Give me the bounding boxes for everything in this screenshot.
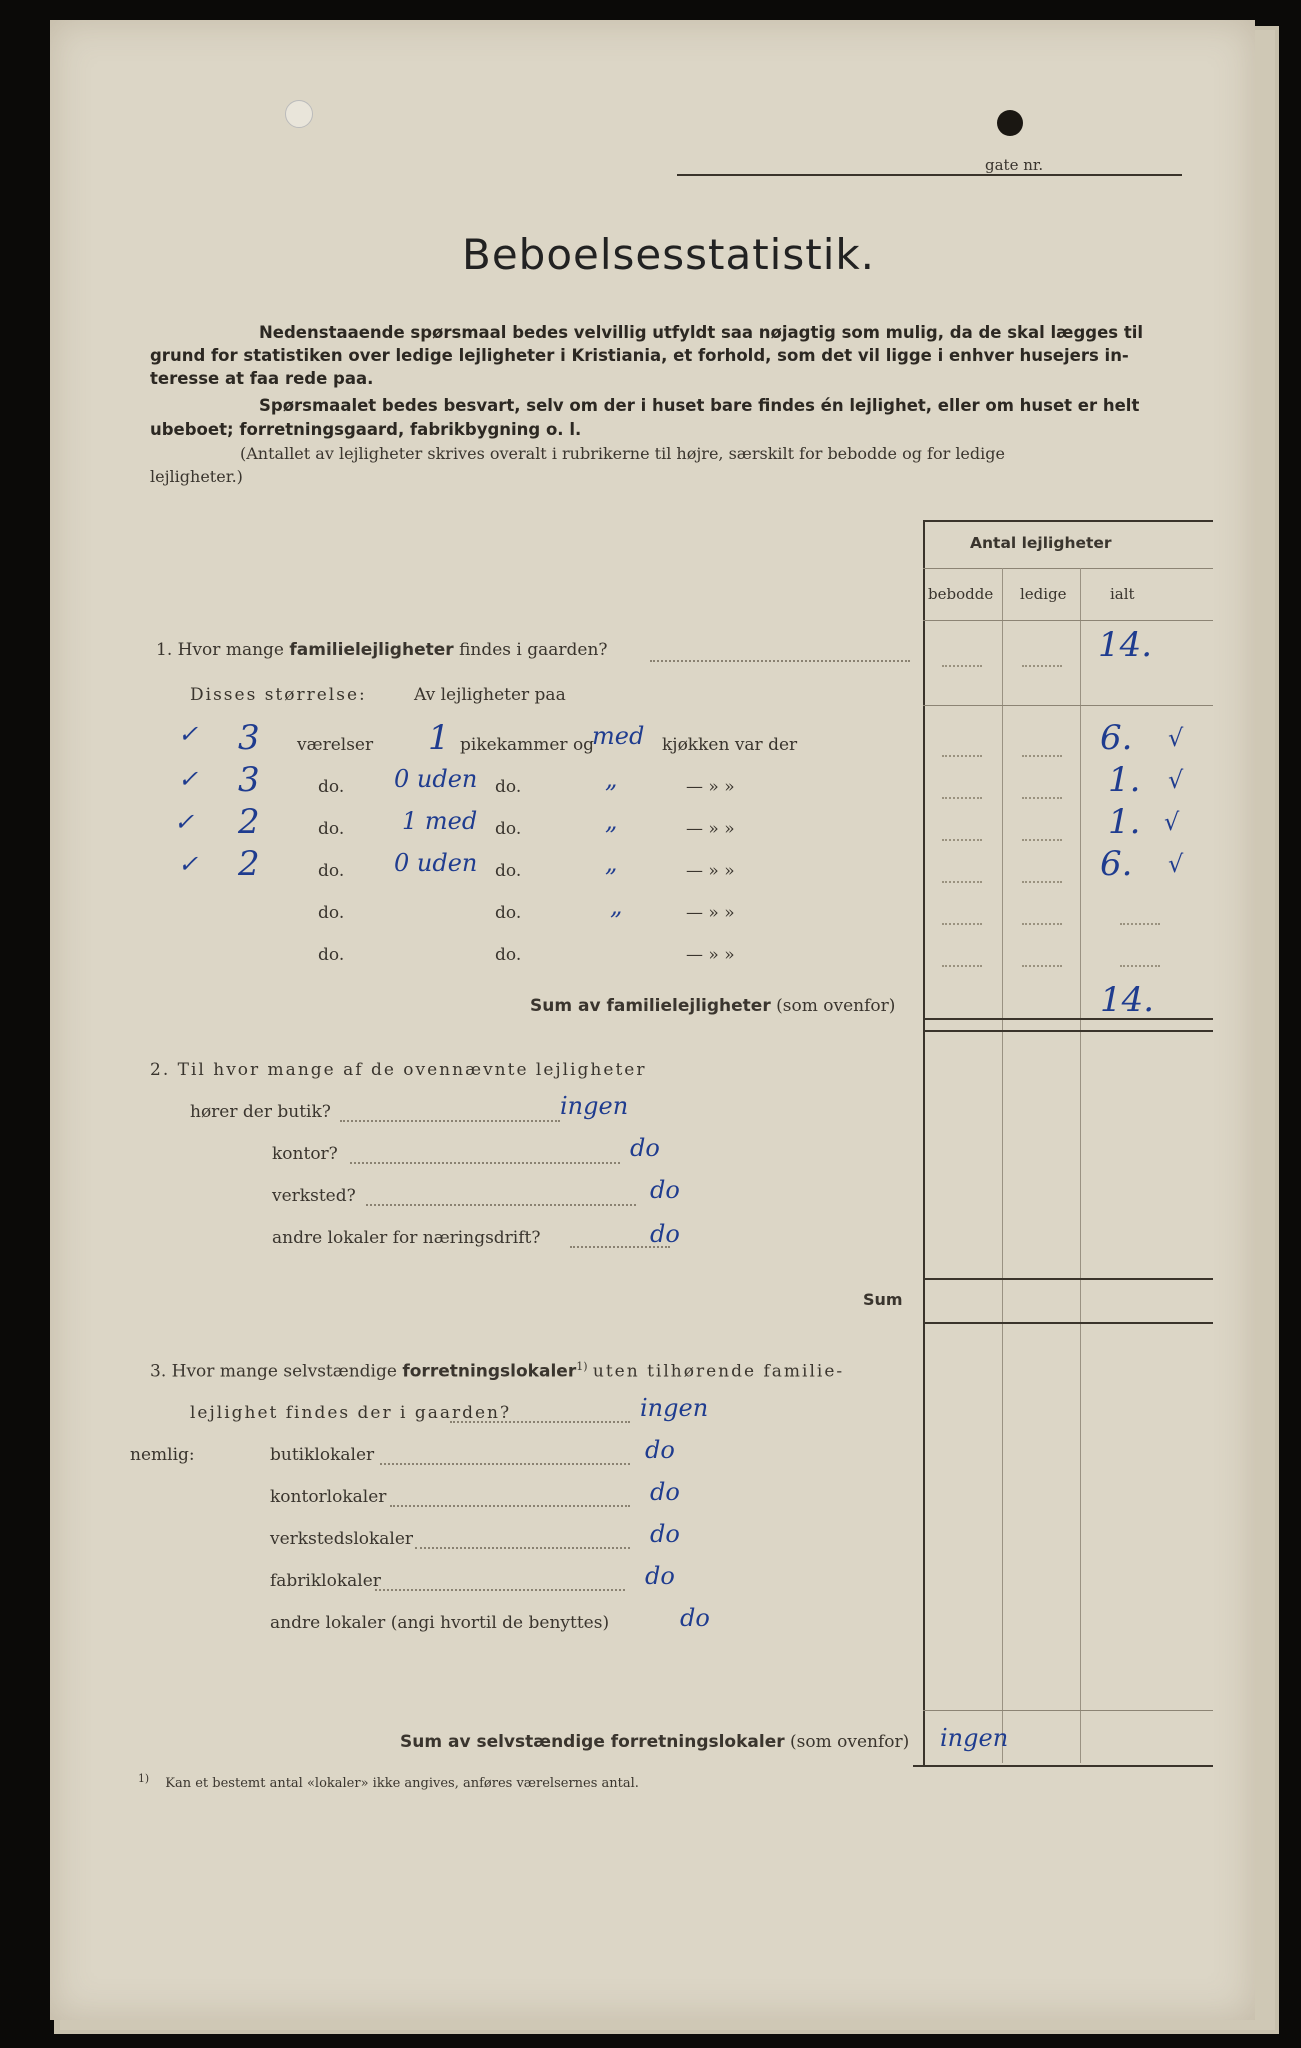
row-maid[interactable]: 0 uden — [394, 849, 478, 877]
row-total[interactable]: 1. — [1108, 760, 1141, 800]
q2-item-0-answer[interactable]: ingen — [560, 1092, 629, 1120]
intro-p2-line2: ubeboet; forretningsgaard, fabrikbygning o. l. — [150, 420, 582, 439]
row-word3: — » » — [686, 903, 735, 923]
row-kitchen[interactable]: „ — [605, 807, 618, 835]
row-rooms[interactable]: 2 — [238, 844, 260, 884]
q1-size-sub: Av lejligheter paa — [414, 685, 566, 705]
q1-sum-total[interactable]: 14. — [1100, 980, 1155, 1020]
q3-item-1-label: kontorlokaler — [270, 1487, 387, 1507]
q3-sum — [400, 1732, 909, 1752]
q3-question-note: 1) — [576, 1360, 588, 1373]
q3-question-post: uten tilhørende familie- — [592, 1361, 845, 1382]
q3-item-0-label: butiklokaler — [270, 1445, 375, 1465]
row-rooms[interactable]: 3 — [238, 760, 260, 800]
q1-size-label: Disses størrelse: — [190, 685, 367, 705]
row-word1: do. — [318, 903, 345, 923]
row-word3: kjøkken var der — [662, 735, 798, 755]
form-page — [50, 20, 1255, 2020]
cell-dots — [1022, 965, 1062, 967]
page-title: Beboelsesstatistik. — [462, 230, 876, 279]
q1-question-pre: 1. Hvor mange — [156, 640, 284, 660]
q1-question — [156, 640, 608, 660]
cell-dots — [942, 665, 982, 667]
q2-item-1-dots — [350, 1162, 620, 1164]
q1-question-bold: familielejligheter — [289, 640, 454, 660]
row-maid[interactable]: 1 — [428, 718, 450, 758]
cell-dots — [1120, 923, 1160, 925]
punch-hole-left — [285, 100, 313, 128]
table-top-border — [923, 520, 1213, 522]
row-word3: — » » — [686, 861, 735, 881]
table-colhead-divider — [923, 620, 1213, 621]
footnote-text: Kan et bestemt antal «lokaler» ikke angives, anføres værelsernes antal. — [165, 1776, 639, 1792]
row-word2: pikekammer og — [460, 735, 595, 755]
row-check: ✓ — [178, 720, 199, 748]
table-sum1-bottom — [923, 1030, 1213, 1032]
q1-sum-bold: Sum av familielejligheter — [530, 996, 771, 1016]
q3-item-1-dots — [390, 1505, 630, 1507]
footnote — [138, 1772, 639, 1791]
cell-dots — [1022, 665, 1062, 667]
q3-item-0-dots — [380, 1463, 630, 1465]
q3-line2: lejlighet findes der i gaarden? — [190, 1403, 512, 1423]
row-word2: do. — [495, 945, 522, 965]
q3-item-0-answer[interactable]: do — [645, 1436, 675, 1464]
intro-p2-line1: Spørsmaalet bedes besvart, selv om der i huset bare findes én lejlighet, eller om huset er helt — [259, 396, 1140, 415]
intro-p1-line3: teresse at faa rede paa. — [150, 369, 374, 388]
cell-dots — [942, 755, 982, 757]
q3-item-2-dots — [415, 1547, 630, 1549]
q2-item-2-answer[interactable]: do — [650, 1176, 680, 1204]
q1-leader-dots — [650, 660, 910, 662]
cell-dots — [1022, 881, 1062, 883]
q2-item-1-answer[interactable]: do — [630, 1134, 660, 1162]
q2-sum-label: Sum — [863, 1290, 903, 1309]
table-title: Antal lejligheter — [970, 534, 1112, 552]
gate-number-label: gate nr. — [985, 156, 1044, 174]
row-word3: — » » — [686, 945, 735, 965]
table-sum2-bottom — [923, 1322, 1213, 1324]
cell-dots — [942, 965, 982, 967]
cell-dots — [942, 839, 982, 841]
q3-item-3-answer[interactable]: do — [645, 1562, 675, 1590]
table-sum3-bottom — [913, 1765, 1213, 1767]
table-col-divider-2 — [1080, 568, 1081, 1763]
q3-item-1-answer[interactable]: do — [650, 1478, 680, 1506]
q2-item-1-label: kontor? — [272, 1144, 338, 1164]
column-ledige: ledige — [1020, 585, 1067, 603]
intro-p1-line2: grund for statistiken over ledige lejligheter i Kristiania, et forhold, som det vil ligge i enhver husejers in- — [150, 346, 1129, 365]
row-tick: √ — [1168, 766, 1184, 794]
table-q1-divider — [923, 705, 1213, 706]
q3-item-3-dots — [375, 1589, 625, 1591]
cell-dots — [1022, 797, 1062, 799]
footnote-mark: 1) — [138, 1772, 150, 1785]
q3-question-pre: 3. Hvor mange selvstændige — [150, 1361, 397, 1382]
row-word1: do. — [318, 861, 345, 881]
cell-dots — [942, 797, 982, 799]
row-total[interactable]: 1. — [1108, 802, 1141, 842]
intro-p3-line1: (Antallet av lejligheter skrives overalt i rubrikerne til højre, særskilt for bebodde og for ledige — [240, 444, 1005, 463]
q3-item-2-label: verkstedslokaler — [270, 1529, 414, 1549]
row-kitchen[interactable]: „ — [610, 892, 623, 920]
row-tick: √ — [1164, 808, 1180, 836]
cell-dots — [1022, 839, 1062, 841]
row-word1: do. — [318, 777, 345, 797]
row-kitchen[interactable]: „ — [605, 765, 618, 793]
table-sum2-top — [923, 1278, 1213, 1280]
table-sum3-top — [923, 1710, 1213, 1711]
intro-p1-line1: Nedenstaaende spørsmaal bedes velvillig utfyldt saa nøjagtig som mulig, da de skal lægges til — [259, 323, 1144, 342]
row-check: ✓ — [178, 850, 199, 878]
q3-item-4-answer[interactable]: do — [680, 1604, 710, 1632]
q3-question-bold: forretningslokaler — [402, 1361, 577, 1382]
row-total[interactable]: 6. — [1100, 718, 1133, 758]
row-tick: √ — [1168, 724, 1184, 752]
column-bebodde: bebodde — [928, 585, 994, 603]
q2-item-0-label: hører der butik? — [190, 1102, 331, 1122]
intro-p3-line2: lejligheter.) — [150, 467, 243, 486]
q1-sum-rest: (som ovenfor) — [776, 996, 896, 1016]
q1-sum — [530, 996, 895, 1016]
q3-sum-bold: Sum av selvstændige forretningslokaler — [400, 1732, 785, 1752]
cell-dots — [1120, 965, 1160, 967]
q3-item-4-label: andre lokaler (angi hvortil de benyttes) — [270, 1613, 610, 1633]
column-ialt: ialt — [1110, 585, 1135, 603]
q1-question-post: findes i gaarden? — [459, 640, 608, 660]
row-word2: do. — [495, 903, 522, 923]
cell-dots — [942, 923, 982, 925]
q3-sum-answer[interactable]: ingen — [940, 1724, 1009, 1752]
q3-item-3-label: fabriklokaler — [270, 1571, 381, 1591]
q3-nemlig: nemlig: — [130, 1445, 195, 1465]
row-maid[interactable]: 1 med — [402, 807, 478, 835]
row-word2: do. — [495, 777, 522, 797]
q2-item-2-label: verksted? — [272, 1186, 356, 1206]
cell-dots — [1022, 755, 1062, 757]
row-kitchen[interactable]: med — [592, 722, 645, 750]
row-word2: do. — [495, 819, 522, 839]
row-word2: do. — [495, 861, 522, 881]
q3-line2-answer[interactable]: ingen — [640, 1394, 709, 1422]
q3-item-2-answer[interactable]: do — [650, 1520, 680, 1548]
q2-question: 2. Til hvor mange af de ovennævnte lejligheter — [150, 1060, 647, 1080]
cell-dots — [1022, 923, 1062, 925]
table-col-divider-1 — [1002, 568, 1003, 1763]
row-word3: — » » — [686, 777, 735, 797]
gate-number-line — [677, 174, 1182, 176]
row-maid[interactable]: 0 uden — [394, 765, 478, 793]
q2-item-3-label: andre lokaler for næringsdrift? — [272, 1228, 541, 1248]
q3-sum-rest: (som ovenfor) — [790, 1732, 910, 1752]
q2-item-2-dots — [366, 1204, 636, 1206]
q3-question — [150, 1360, 844, 1382]
q3-line2-dots — [450, 1421, 630, 1423]
row-word1: do. — [318, 819, 345, 839]
table-left-border — [923, 520, 925, 1765]
punch-hole-right — [997, 110, 1023, 136]
table-header-divider — [923, 568, 1213, 569]
table-sum1-top — [923, 1018, 1213, 1020]
q2-item-0-dots — [340, 1120, 560, 1122]
row-tick: √ — [1168, 850, 1184, 878]
row-check: ✓ — [178, 765, 199, 793]
row-word1: do. — [318, 945, 345, 965]
row-word1: værelser — [297, 735, 374, 755]
row-word3: — » » — [686, 819, 735, 839]
cell-dots — [942, 881, 982, 883]
row-kitchen[interactable]: „ — [605, 849, 618, 877]
row-total[interactable]: 6. — [1100, 844, 1133, 884]
row-rooms[interactable]: 2 — [238, 802, 260, 842]
q2-item-3-answer[interactable]: do — [650, 1220, 680, 1248]
row-rooms[interactable]: 3 — [238, 718, 260, 758]
row-check: ✓ — [174, 808, 195, 836]
q1-answer-total[interactable]: 14. — [1098, 625, 1153, 665]
